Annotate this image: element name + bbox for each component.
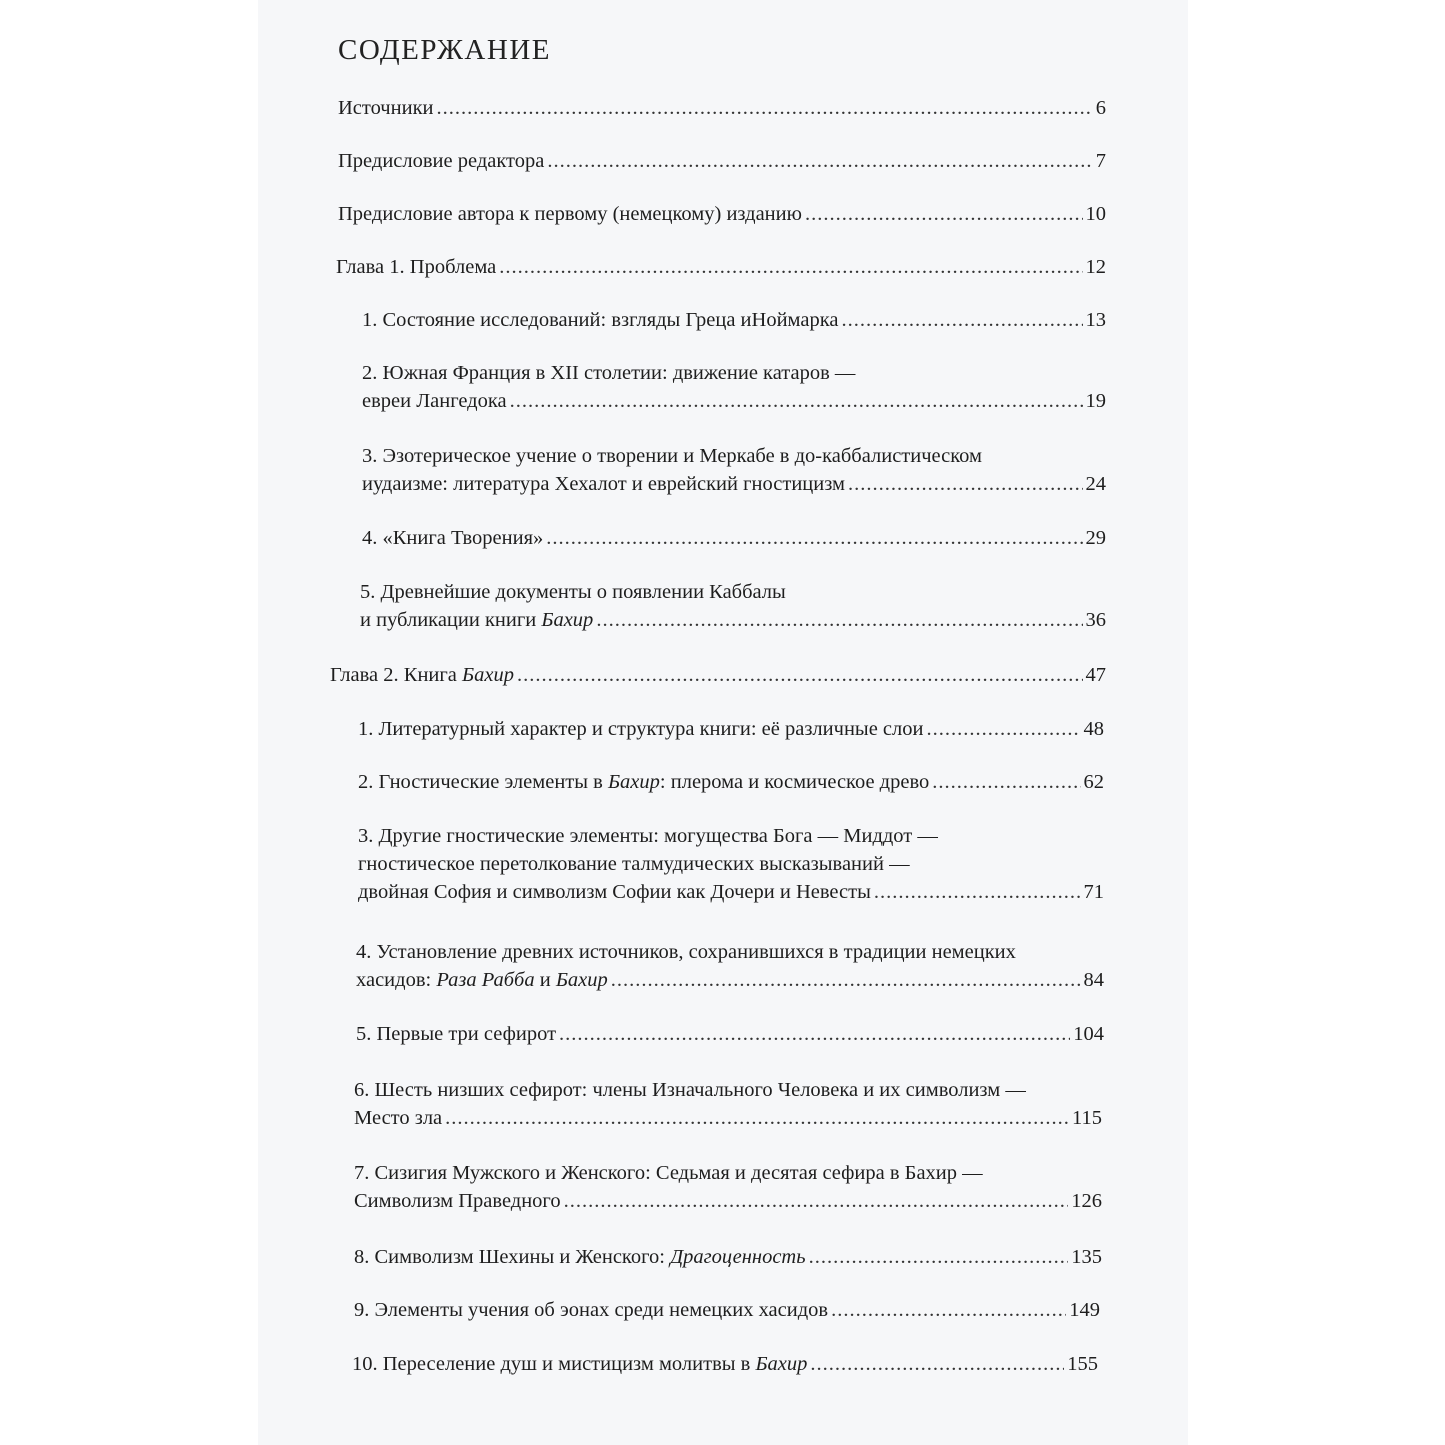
- entry-title: 5. Первые три сефирот: [356, 1023, 557, 1045]
- page-title: СОДЕРЖАНИЕ: [338, 34, 551, 66]
- table-of-contents: [258, 0, 1188, 1445]
- entry-title-line: 7. Сизигия Мужского и Женского: Седьмая и десятая сефира в Бахир —: [354, 1162, 983, 1184]
- entry-title: Источники: [338, 97, 434, 119]
- toc-entry-1-1: [362, 306, 1106, 334]
- entry-title: Глава 1. Проблема: [336, 256, 497, 278]
- entry-title: евреи Лангедока: [362, 390, 507, 412]
- page-number: 24: [1085, 473, 1106, 495]
- toc-entry-2-8: [354, 1243, 1102, 1271]
- dot-leader: [510, 387, 1083, 415]
- page-number: 7: [1095, 150, 1106, 172]
- dot-leader: [546, 524, 1082, 552]
- toc-entry-2-5: [356, 1020, 1104, 1048]
- page-number: 135: [1071, 1246, 1102, 1268]
- book-title-raza-rabba: Раза Рабба: [436, 969, 535, 991]
- page-number: 36: [1085, 609, 1106, 631]
- dot-leader: [842, 306, 1083, 334]
- toc-entry-editor-preface: [338, 147, 1106, 175]
- toc-entry-1-3: [362, 442, 1106, 498]
- toc-entry-chapter-1: [336, 253, 1106, 281]
- book-title-jewel: Драгоценность: [670, 1246, 806, 1268]
- page-number: 13: [1085, 309, 1106, 331]
- page-number: 6: [1095, 97, 1106, 119]
- entry-title-line: 4. Установление древних источников, сохранившихся в традиции немецких: [356, 941, 1016, 963]
- entry-title: 1. Состояние исследований: взгляды Греца иНоймарка: [362, 309, 839, 331]
- entry-title: хасидов: Раза Рабба и Бахир: [356, 969, 608, 991]
- page-number: 149: [1069, 1299, 1100, 1321]
- page-number: 126: [1071, 1190, 1102, 1212]
- book-title-bahir: Бахир: [541, 609, 594, 631]
- toc-entry-2-10: [352, 1350, 1098, 1378]
- toc-entry-1-5: [360, 578, 1106, 634]
- entry-title: Место зла: [354, 1107, 443, 1129]
- toc-entry-2-7: [354, 1159, 1102, 1215]
- page-number: 115: [1072, 1107, 1102, 1129]
- page-number: 47: [1085, 664, 1106, 686]
- page-number: 10: [1085, 203, 1106, 225]
- page-number: 155: [1067, 1353, 1098, 1375]
- dot-leader: [611, 966, 1081, 994]
- dot-leader: [874, 878, 1081, 906]
- toc-entry-2-9: [354, 1296, 1100, 1324]
- dot-leader: [445, 1104, 1069, 1132]
- dot-leader: [805, 200, 1083, 228]
- toc-entry-1-2: [362, 359, 1106, 415]
- dot-leader: [517, 661, 1083, 689]
- book-title-bahir: Бахир: [462, 664, 514, 686]
- dot-leader: [559, 1020, 1070, 1048]
- dot-leader: [932, 768, 1080, 796]
- toc-entry-2-4: [356, 938, 1104, 994]
- toc-entry-2-3: [358, 822, 1104, 906]
- entry-title: 10. Переселение душ и мистицизм молитвы в Бахир: [352, 1353, 808, 1375]
- toc-entry-2-2: [358, 768, 1104, 796]
- entry-title-line: 3. Другие гностические элементы: могущества Бога — Миддот —: [358, 825, 938, 847]
- toc-entry-author-preface: [338, 200, 1106, 228]
- toc-entry-2-6: [354, 1076, 1102, 1132]
- entry-title: Предисловие автора к первому (немецкому) изданию: [338, 203, 802, 225]
- entry-title-line: 6. Шесть низших сефирот: члены Изначального Человека и их символизм —: [354, 1079, 1026, 1101]
- book-title-bahir: Бахир: [607, 771, 660, 793]
- entry-title: 4. «Книга Творения»: [362, 527, 544, 549]
- entry-title-line: 2. Южная Франция в XII столетии: движение катаров —: [362, 362, 856, 384]
- dot-leader: [926, 715, 1080, 743]
- page-number: 12: [1085, 256, 1106, 278]
- entry-title: Символизм Праведного: [354, 1190, 561, 1212]
- book-title-bahir: Бахир: [555, 969, 608, 991]
- dot-leader: [848, 470, 1082, 498]
- toc-entry-1-4: [362, 524, 1106, 552]
- page-number: 71: [1083, 881, 1104, 903]
- dot-leader: [810, 1350, 1064, 1378]
- toc-entry-2-1: [358, 715, 1104, 743]
- entry-title: иудаизме: литература Хехалот и еврейский гностицизм: [362, 473, 846, 495]
- page-number: 29: [1085, 527, 1106, 549]
- page-number: 62: [1083, 771, 1104, 793]
- entry-title: Глава 2. Книга Бахир: [330, 664, 514, 686]
- entry-title: 2. Гностические элементы в Бахир: плерома и космическое древо: [358, 771, 930, 793]
- entry-title: и публикации книги Бахир: [360, 609, 594, 631]
- dot-leader: [831, 1296, 1066, 1324]
- dot-leader: [564, 1187, 1069, 1215]
- book-title-bahir: Бахир: [755, 1353, 808, 1375]
- entry-title: 8. Символизм Шехины и Женского: Драгоценность: [354, 1246, 806, 1268]
- dot-leader: [547, 147, 1092, 175]
- page-number: 104: [1073, 1023, 1104, 1045]
- entry-title: Предисловие редактора: [338, 150, 545, 172]
- toc-entry-sources: [338, 94, 1106, 122]
- dot-leader: [596, 606, 1082, 634]
- book-page: [258, 0, 1188, 1445]
- entry-title-line: гностическое перетолкование талмудических высказываний —: [358, 853, 910, 875]
- page-number: 84: [1083, 969, 1104, 991]
- entry-title-line: 5. Древнейшие документы о появлении Каббалы: [360, 581, 786, 603]
- toc-entry-chapter-2: [330, 661, 1106, 689]
- page-number: 19: [1085, 390, 1106, 412]
- entry-title-line: 3. Эзотерическое учение о творении и Меркабе в до-каббалистическом: [362, 445, 982, 467]
- entry-title: двойная София и символизм Софии как Дочери и Невесты: [358, 881, 871, 903]
- dot-leader: [437, 94, 1093, 122]
- dot-leader: [809, 1243, 1069, 1271]
- dot-leader: [499, 253, 1082, 281]
- entry-title: 9. Элементы учения об эонах среди немецких хасидов: [354, 1299, 829, 1321]
- entry-title: 1. Литературный характер и структура книги: её различные слои: [358, 718, 924, 740]
- page-number: 48: [1083, 718, 1104, 740]
